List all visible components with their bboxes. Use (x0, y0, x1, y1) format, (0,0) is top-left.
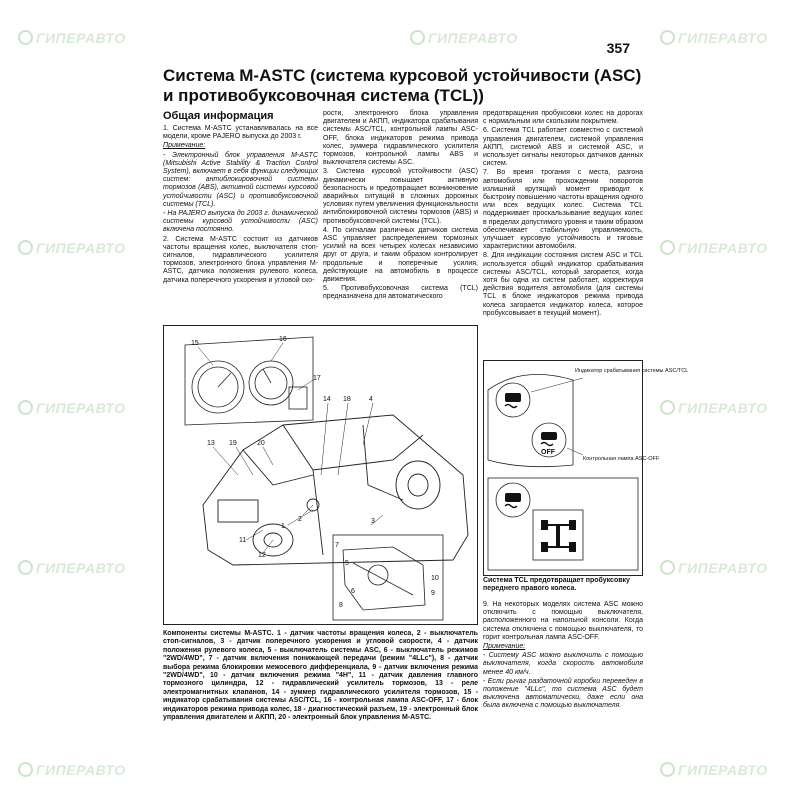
text-column-2 (323, 110, 478, 303)
off-label: OFF (541, 449, 555, 456)
watermark-logo-icon (660, 400, 675, 415)
components-diagram (163, 325, 478, 625)
text-column-3-bottom (483, 601, 643, 712)
watermark-text: ГИПЕРАВТО (36, 240, 126, 256)
paragraph: 4. По сигналам различных датчиков система ASC управляет распределением тормозных усилий на всех четырех колесах независимо друг от друга, и таким образом контролирует продольные и поперечные усилия, действующие на автомобиль в процессе движения. (323, 226, 478, 284)
watermark (660, 560, 768, 576)
paragraph: 6. Система TCL работает совместно с системой управления двигателем, системой управления АКПП, системой ABS и системой ASC, и использует сигналы некоторых датчиков данных систем. (483, 127, 643, 168)
indicator-label-text: Индикатор срабатывания системы ASC/TCL (575, 368, 689, 374)
paragraph: предотвращения пробуксовки колес на дорогах с нормальным или скользким покрытием. (483, 110, 643, 126)
callout-label: 4 (369, 396, 373, 403)
page-title: Система M-ASTC (система курсовой устойчивости (ASC) и противобуксовочная система (TCL)) (163, 66, 642, 105)
watermark-logo-icon (660, 30, 675, 45)
callout-label: 6 (351, 588, 355, 595)
watermark-text: ГИПЕРАВТО (428, 30, 518, 46)
paragraph: 5. Противобуксовочная система (TCL) предназначена для автоматического (323, 285, 478, 301)
watermark-text: ГИПЕРАВТО (678, 400, 768, 416)
tcl-indicator-diagram (483, 360, 689, 575)
paragraph: рости, электронного блока управления двигателем и АКПП, индикатора срабатывания системы ASC/TCL, контрольной лампы ASC-OFF, блока индикаторов режима привода колес, зуммера гидравлического усилителя тормозов, контрольной лампы ABS и выключателя системы ASC. (323, 110, 478, 167)
watermark-text: ГИПЕРАВТО (678, 240, 768, 256)
callout-label: 17 (313, 375, 321, 382)
watermark-text: ГИПЕРАВТО (36, 762, 126, 778)
note-heading: Примечание: (483, 643, 526, 651)
callout-label: 20 (257, 440, 265, 447)
watermark-text: ГИПЕРАВТО (36, 30, 126, 46)
note-item: - На PAJERO выпуска до 2003 г. динамической системы курсовой устойчивости (ASC) включена постоянно. (163, 210, 318, 234)
note-item: - Электронный блок управления M-ASTC (Mitsubishi Active Stability & Traction Control System), включает в себя функции следующих систем: антиблокировочной системы тормозов (ABS), активной системы курсовой устойчивости (ASC) и противобуксовочной системы (TCL). (163, 151, 318, 208)
asc-off-lamp-label (583, 456, 660, 462)
watermark-text: ГИПЕРАВТО (678, 560, 768, 576)
figure-caption: Компоненты системы M-ASTC. 1 - датчик частоты вращения колеса, 2 - выключатель стоп-сигналов, 3 - датчик поперечного ускорения и угловой скорости, 4 - датчик положения рулевого колеса, 5 - выключатель системы ASC, 6 - выключатель режимов "2WD/4WD", 7 - датчик включения понижающей передачи (режим "4LLc"), 8 - датчик выбора режима блокировки межосевого дифференциала, 9 - датчик включения режима "2WD/4WD", 10 - датчик включения режима "4H", 11 - датчик давления главного тормозного цилиндра, 12 - гидравлический усилитель тормозов, 13 - реле электромагнитных клапанов, 14 - зуммер гидравлического усилителя тормозов, 15 - индикатор срабатывания системы ASC/TCL, 16 - контрольная лампа ASC-OFF, 17 - блок индикаторов режима привода колес, 18 - диагностический разъем, 19 - электронный блок управления двигателем и АКПП, 20 - электронный блок управления M-ASTC. (163, 630, 478, 722)
paragraph: 7. Во время трогания с места, разгона автомобиля или прохождении поворотов излишний крутящий момент приводит к быстрому повышению частоты вращения одного или всех ведущих колес. Система TCL поддерживает проскальзывание ведущих колес в пределах допустимого уровня и таким образом обеспечивает стабильную управляемость, улучшает курсовую устойчивость и тяговые характеристики автомобиля. (483, 169, 643, 251)
callout-label: 13 (207, 440, 215, 447)
watermark-logo-icon (18, 762, 33, 777)
callout-label: 9 (431, 590, 435, 597)
note-item: - Систему ASC можно выключить с помощью выключателя, когда скорость автомобиля менее 40 км/ч. (483, 652, 643, 676)
watermark (660, 762, 768, 778)
callout-label: 18 (343, 396, 351, 403)
callout-label: 2 (298, 516, 302, 523)
callout-label: 5 (345, 560, 349, 567)
watermark (18, 762, 126, 778)
callout-label: 12 (258, 552, 266, 559)
watermark-text: ГИПЕРАВТО (678, 762, 768, 778)
note-item: - Если рычаг раздаточной коробки переведен в положение "4LLc", то система ASC будет выключена автоматически, даже если она была включена с помощью выключателя. (483, 677, 643, 710)
watermark-text: ГИПЕРАВТО (36, 400, 126, 416)
section-heading: Общая информация (163, 110, 274, 122)
watermark-logo-icon (660, 240, 675, 255)
page-number: 357 (606, 40, 630, 56)
watermark (18, 240, 126, 256)
watermark-text: ГИПЕРАВТО (36, 560, 126, 576)
watermark-logo-icon (660, 762, 675, 777)
paragraph: 1. Система M-ASTC устанавливалась на все модели, кроме PAJERO выпуска до 2003 г. (163, 125, 318, 141)
callout-label: 3 (371, 518, 375, 525)
callout-label: 10 (431, 575, 439, 582)
callout-label: 11 (239, 537, 247, 544)
callout-label: 8 (339, 602, 343, 609)
watermark (660, 400, 768, 416)
watermark-logo-icon (410, 30, 425, 45)
text-column-1 (163, 110, 318, 286)
watermark (18, 560, 126, 576)
paragraph: 9. На некоторых моделях система ASC можно отключить с помощью выключателя, расположенного на напольной консоли. Когда система отключена с помощью выключателя, то горит контрольная лампа ASC-OFF. (483, 601, 643, 641)
callout-label: 15 (191, 340, 199, 347)
asc-off-lamp-label-text: Контрольная лампа ASC-OFF (583, 456, 660, 462)
text-column-3 (483, 110, 643, 319)
watermark-logo-icon (18, 560, 33, 575)
watermark (660, 240, 768, 256)
paragraph: 8. Для индикации состояния систем ASC и TCL используется общий индикатор срабатывания системы ASC/TCL, который загорается, когда хотя бы одна из систем работает, корректируя действия водителя автомобиля (для системы TCL в блоке индикаторов режима привода колеса загорается индикатор колеса, которое пробуксовывает в текущий момент). (483, 252, 643, 317)
watermark-logo-icon (18, 400, 33, 415)
watermark-logo-icon (660, 560, 675, 575)
watermark (660, 30, 768, 46)
indicator-label (575, 368, 688, 374)
note-heading: Примечание: (163, 142, 206, 150)
watermark (18, 400, 126, 416)
watermark (18, 30, 126, 46)
callout-label: 19 (229, 440, 237, 447)
watermark-logo-icon (18, 30, 33, 45)
figure-caption: Система TCL предотвращает пробуксовку переднего правого колеса. (483, 577, 630, 593)
callout-label: 1 (281, 523, 285, 530)
callout-label: 14 (323, 396, 331, 403)
callout-label: 16 (279, 336, 287, 343)
callout-label: 7 (335, 542, 339, 549)
paragraph: 3. Система курсовой устойчивости (ASC) динамически повышает активную безопасность и предотвращает возникновение аварийных ситуаций в сложных дорожных условиях путем увеличения функциональности антиблокировочной системы тормозов (ABS) и противобуксовочной системы (TCL). (323, 168, 478, 225)
watermark-text: ГИПЕРАВТО (678, 30, 768, 46)
paragraph: 2. Система M-ASTC состоит из датчиков частоты вращения колес, выключателя стоп-сигналов, гидравлического усилителя тормозов, электронного блока управления M-ASTC, датчика положения рулевого колеса, датчика поперечного ускорения и угловой ско- (163, 235, 318, 284)
watermark-logo-icon (18, 240, 33, 255)
watermark (410, 30, 518, 46)
